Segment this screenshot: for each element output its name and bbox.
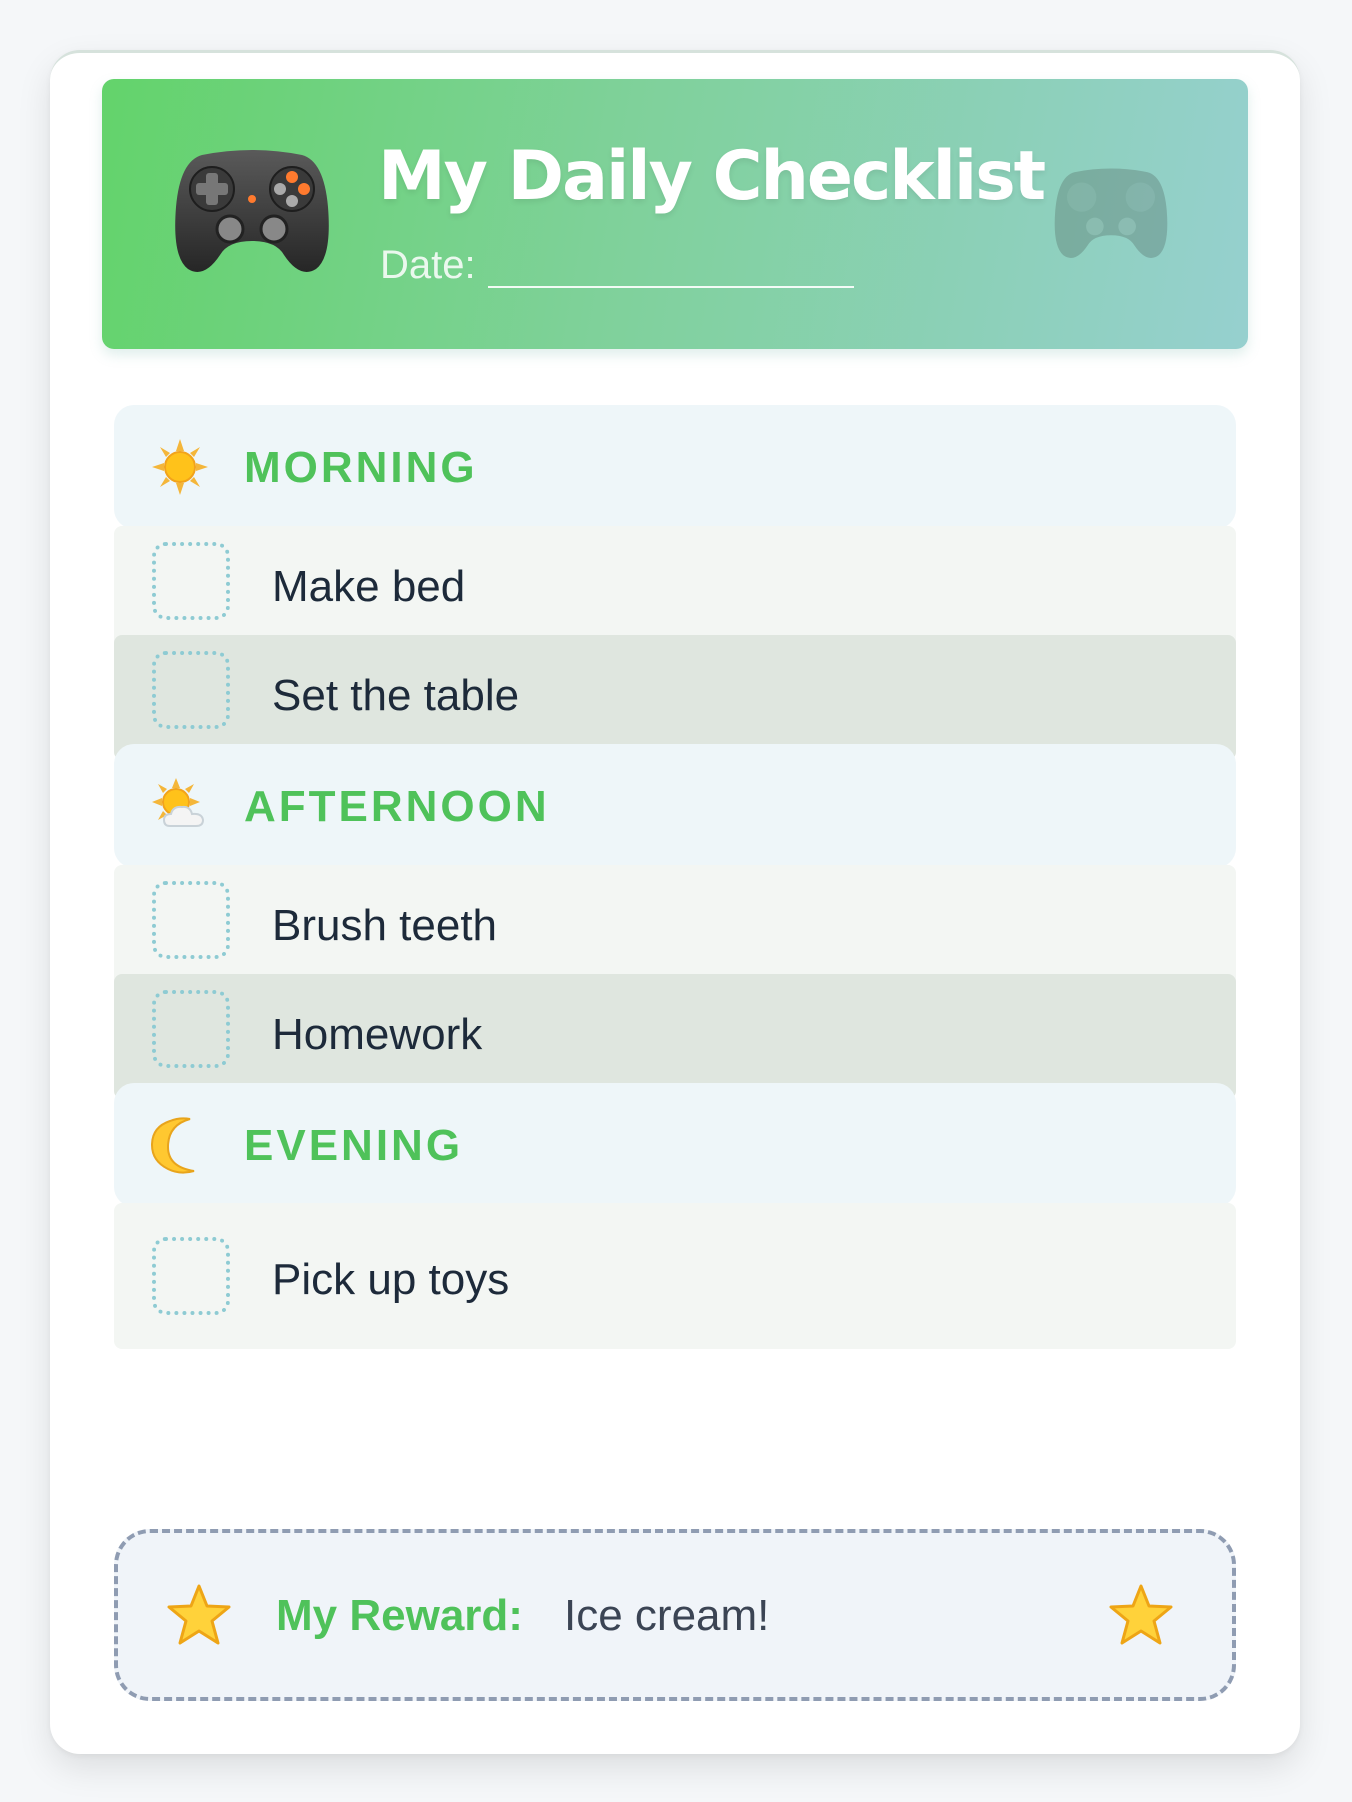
reward-label: My Reward: (276, 1591, 523, 1640)
task-row (114, 635, 1236, 760)
section-afternoon (114, 744, 1236, 868)
date-label: Date: (380, 243, 476, 287)
page-title: My Daily Checklist (378, 137, 1045, 216)
checklist-header (102, 79, 1248, 349)
section-label: EVENING (244, 1121, 464, 1170)
task-checkbox[interactable] (152, 651, 230, 729)
task-row (114, 1203, 1236, 1349)
star-icon (166, 1583, 232, 1647)
checklist-card (50, 50, 1300, 1754)
task-label: Pick up toys (272, 1255, 510, 1304)
reward-box (114, 1529, 1236, 1701)
task-checkbox[interactable] (152, 881, 230, 959)
game-controller-icon (172, 137, 332, 287)
reward-value[interactable]: Ice cream! (564, 1591, 770, 1640)
task-label: Homework (272, 1010, 483, 1059)
section-morning (114, 405, 1236, 529)
task-row (114, 865, 1236, 990)
sun-behind-cloud-icon (150, 776, 210, 836)
crescent-moon-icon (150, 1115, 210, 1175)
section-evening (114, 1083, 1236, 1207)
date-field[interactable] (380, 243, 854, 288)
task-row (114, 526, 1236, 651)
task-checkbox[interactable] (152, 1237, 230, 1315)
task-label: Make bed (272, 562, 466, 611)
task-checkbox[interactable] (152, 542, 230, 620)
sun-icon (150, 437, 210, 497)
section-label: AFTERNOON (244, 782, 550, 831)
task-label: Set the table (272, 671, 520, 720)
section-label: MORNING (244, 443, 478, 492)
star-icon (1108, 1583, 1174, 1647)
task-row (114, 974, 1236, 1099)
date-blank-line[interactable] (488, 248, 854, 288)
game-controller-icon (1052, 159, 1170, 269)
task-label: Brush teeth (272, 901, 498, 950)
task-checkbox[interactable] (152, 990, 230, 1068)
